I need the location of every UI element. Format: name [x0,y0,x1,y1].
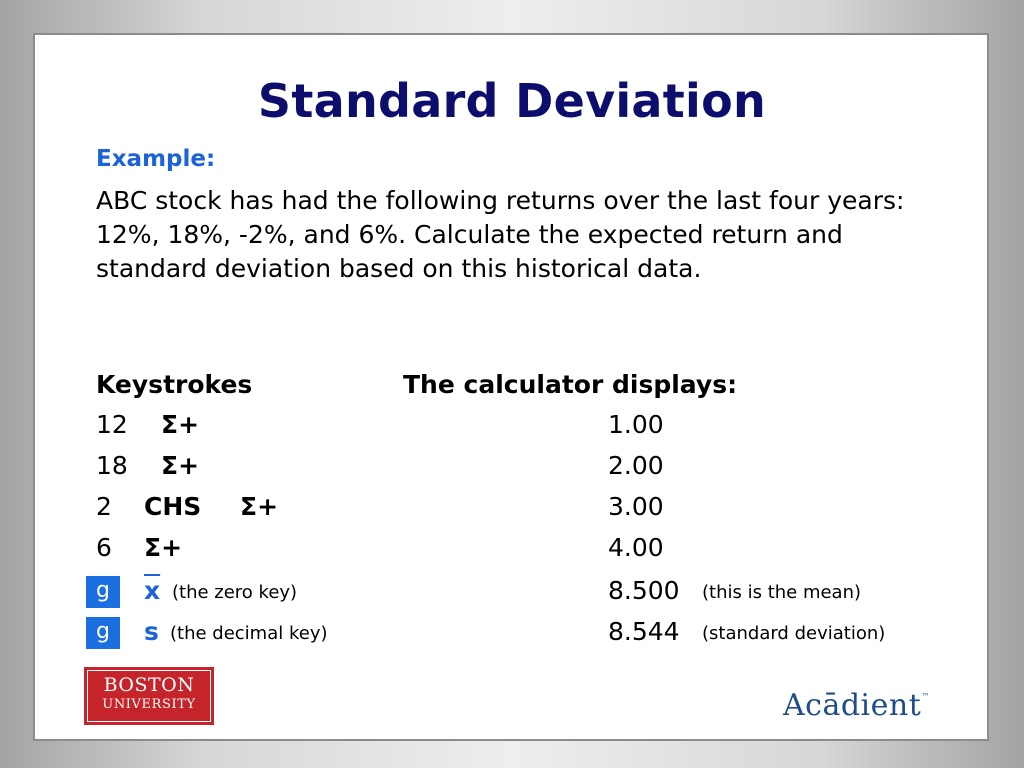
mean-key: $\overline{x}$ [144,576,161,605]
acadient-wordmark: Acādient [783,688,922,723]
sigma-plus-key: Σ+ [161,410,200,439]
acadient-logo [783,688,930,723]
table-row [0,533,1024,569]
displays-header: The calculator displays: [403,370,738,399]
display-value: 8.544 [608,617,680,646]
example-label: Example: [96,146,216,172]
table-row [0,492,1024,528]
trademark-mark: ™ [921,692,930,701]
sigma-plus-key: Σ+ [144,533,183,562]
slide-title: Standard Deviation [257,74,767,128]
display-note: (standard deviation) [702,623,886,644]
input-number: 12 [96,410,128,439]
input-number: 18 [96,451,128,480]
input-number: 6 [96,533,112,562]
bu-logo-line2: UNIVERSITY [102,697,196,712]
table-row [0,576,1024,612]
keystrokes-header: Keystrokes [96,370,253,399]
sigma-plus-key: Σ+ [240,492,279,521]
display-value: 2.00 [608,451,664,480]
table-row [0,410,1024,446]
std-dev-key: s [144,617,159,646]
table-row [0,451,1024,487]
chs-key: CHS [144,492,202,521]
g-shift-key: g [86,617,120,649]
boston-university-logo [84,667,214,725]
display-note: (this is the mean) [702,582,862,603]
bu-logo-line1: BOSTON [103,674,195,696]
sigma-plus-key: Σ+ [161,451,200,480]
table-row [0,617,1024,653]
display-value: 1.00 [608,410,664,439]
display-value: 3.00 [608,492,664,521]
display-value: 8.500 [608,576,680,605]
g-shift-key: g [86,576,120,608]
input-number: 2 [96,492,112,521]
display-value: 4.00 [608,533,664,562]
key-note: (the zero key) [172,582,298,603]
problem-text: ABC stock has had the following returns over the last four years: 12%, 18%, -2%, and 6%. Calculate the expected return and standard deviation based on this historical data. [96,186,905,283]
key-note: (the decimal key) [170,623,328,644]
